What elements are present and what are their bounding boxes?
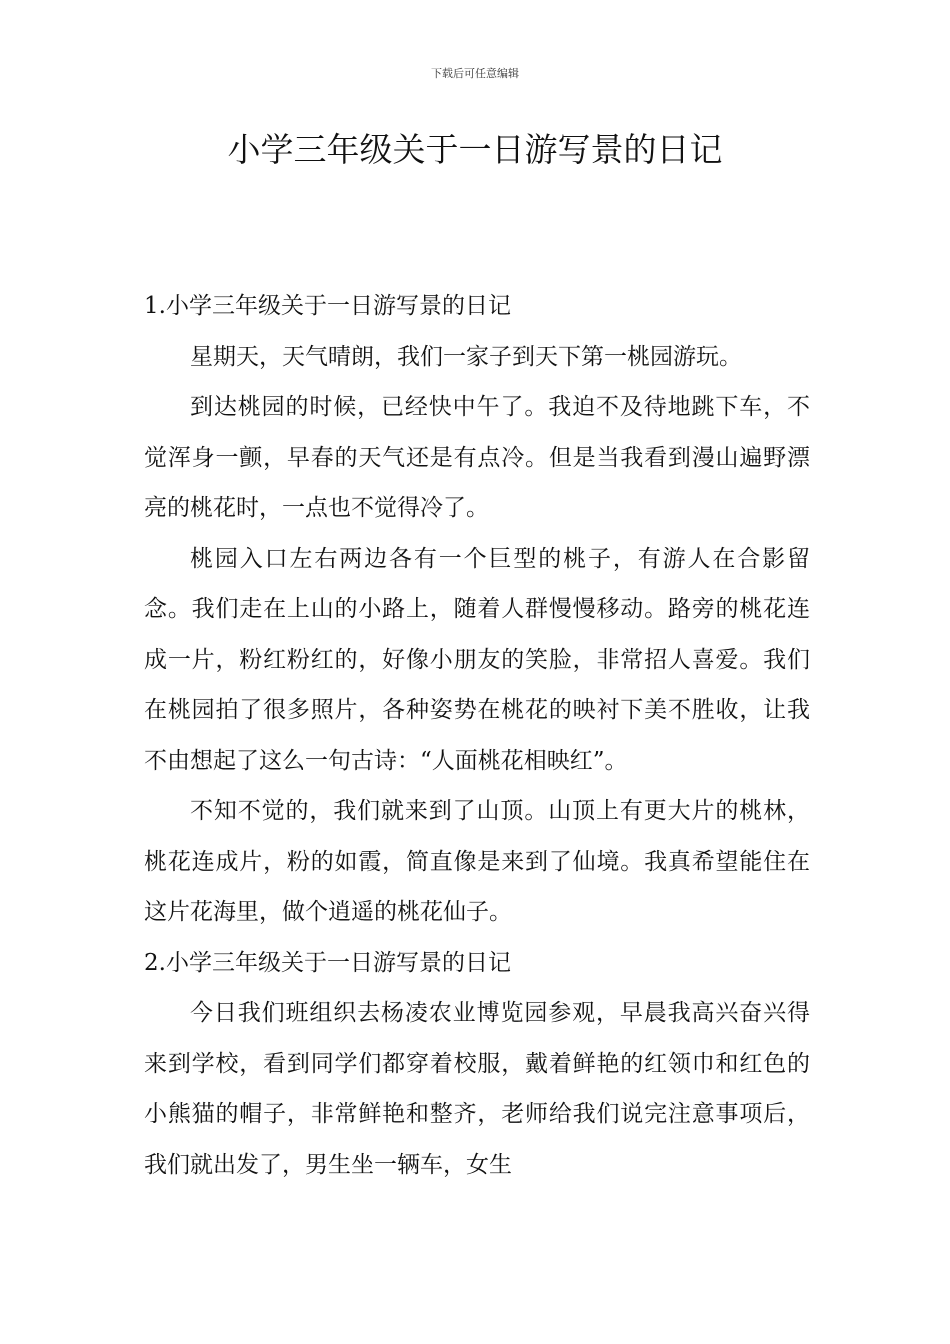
section-heading: 2.小学三年级关于一日游写景的日记 bbox=[144, 949, 511, 976]
section-heading: 1.小学三年级关于一日游写景的日记 bbox=[144, 293, 511, 319]
paragraph: 今日我们班组织去杨凌农业博览园参观，早晨我高兴奋兴得来到学校，看到同学们都穿着校服，戴着鲜艳的红领巾和红色的小熊猫的帽子，非常鲜艳和整齐，老师给我们说完注意事项后，我们就出发了，男生坐一辆车，女生 bbox=[144, 1000, 810, 1178]
diary-section-1 bbox=[144, 281, 810, 938]
paragraph: 桃园入口左右两边各有一个巨型的桃子，有游人在合影留念。我们走在上山的小路上，随着人群慢慢移动。路旁的桃花连成一片，粉红粉红的，好像小朋友的笑脸，非常招人喜爱。我们在桃园拍了很多照片，各种姿势在桃花的映衬下美不胜收，让我不由想起了这么一句古诗：“人面桃花相映红”。 bbox=[144, 545, 810, 774]
document-body bbox=[144, 281, 810, 1190]
diary-section-2 bbox=[144, 938, 810, 1191]
document-title: 小学三年级关于一日游写景的日记 bbox=[227, 130, 723, 169]
paragraph: 到达桃园的时候，已经快中午了。我迫不及待地跳下车，不觉浑身一颤，早春的天气还是有点冷。但是当我看到漫山遍野漂亮的桃花时，一点也不觉得冷了。 bbox=[144, 394, 810, 521]
header-note: 下载后可任意编辑 bbox=[431, 67, 519, 80]
paragraph: 星期天，天气晴朗，我们一家子到天下第一桃园游玩。 bbox=[190, 343, 742, 370]
paragraph: 不知不觉的，我们就来到了山顶。山顶上有更大片的桃林，桃花连成片，粉的如霞，简直像是来到了仙境。我真希望能住在这片花海里，做个逍遥的桃花仙子。 bbox=[144, 798, 810, 925]
